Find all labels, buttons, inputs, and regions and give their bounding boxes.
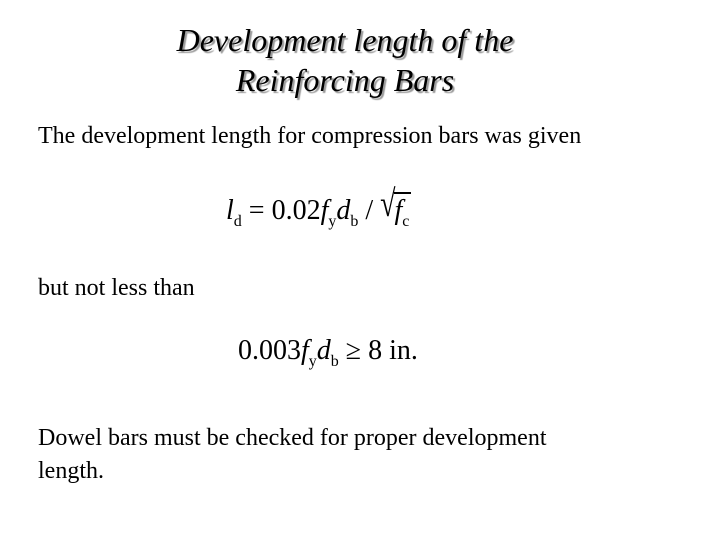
radical-sign-icon: √ [380,183,396,226]
eq2-f: f [301,335,309,366]
title-line-2: Reinforcing Bars [235,62,455,98]
eq2-d: d [316,335,331,366]
eq1-d-sub: b [350,213,359,230]
eq2-coef: 0.003 [238,335,301,366]
eq2-geq: ≥ [345,335,362,366]
paragraph-dowel-bars-line-1: Dowel bars must be checked for proper development [38,425,547,451]
eq1-equals: = [248,195,265,226]
radicand [394,192,412,228]
equation-minimum-length [238,334,418,368]
eq1-root-f: f [394,195,403,226]
eq1-slash: / [365,195,374,226]
eq1-f-sub: y [328,213,337,230]
eq2-f-sub: y [308,353,317,370]
paragraph-not-less-than: but not less than [38,275,195,301]
eq1-l-sub: d [233,213,242,230]
slide-title [0,20,690,100]
paragraph-dowel-bars [38,422,547,488]
eq2-d-sub: b [330,353,339,370]
title-line-1: Development length of the [176,22,514,58]
eq1-l: l [226,195,234,226]
equation-development-length [226,183,411,230]
square-root [380,183,411,230]
eq1-f: f [320,195,329,226]
eq1-d: d [336,195,351,226]
eq2-rhs: 8 in. [368,335,418,366]
eq1-coef: 0.02 [271,195,321,226]
paragraph-dowel-bars-line-2: length. [38,458,104,484]
paragraph-compression-bars: The development length for compression bars was given [38,123,582,149]
eq1-root-f-sub: c [402,213,410,230]
